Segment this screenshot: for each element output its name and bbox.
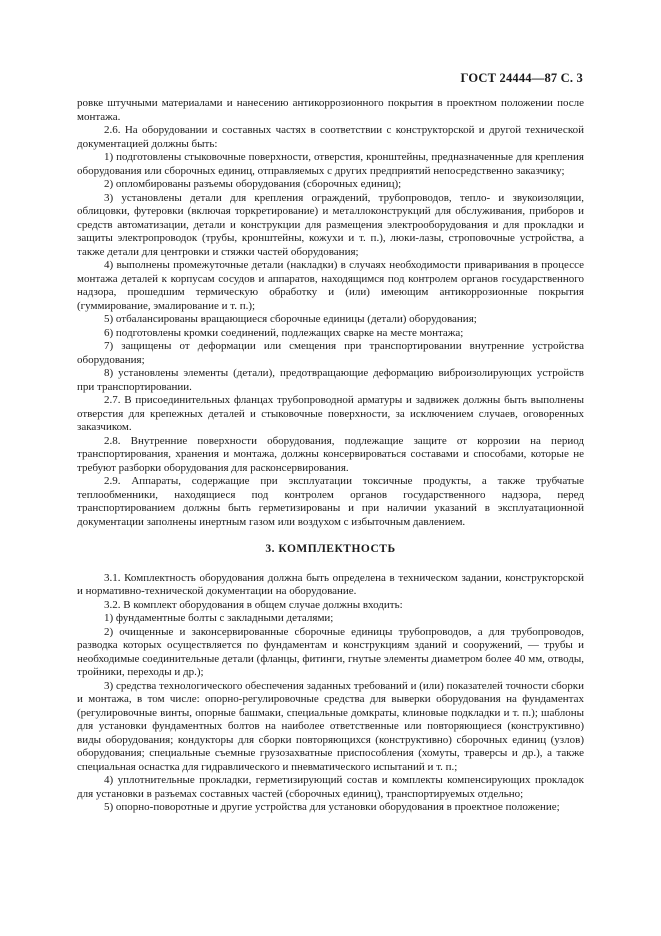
- section-heading: 3. КОМПЛЕКТНОСТЬ: [265, 543, 396, 555]
- paragraph: 2.7. В присоединительных фланцах трубопроводной арматуры и задвижек должны быть выполнены отверстия для крепежных деталей и стыковочные поверхности, за исключением случаев, оговоренных заказчиком.: [77, 394, 584, 433]
- paragraph: 3.2. В комплект оборудования в общем случае должны входить:: [104, 598, 403, 611]
- list-item: 7) защищены от деформации или смещения при транспортировании внутренние устройства оборудования;: [77, 340, 584, 366]
- list-item: 6) подготовлены кромки соединений, подлежащих сварке на месте монтажа;: [104, 326, 464, 339]
- paragraph: 3.1. Комплектность оборудования должна быть определена в техническом задании, конструкторской и нормативно-технической документации на оборудование.: [77, 571, 584, 597]
- paragraph: 2.9. Аппараты, содержащие при эксплуатации токсичные продукты, а также трубчатые теплообменники, находящиеся под контролем органов государственного надзора, перед транспортированием должны быть герметизированы и при наличии указаний в эксплуатационной документации заполнены инертным газом или воздухом с избыточным давлением.: [77, 475, 584, 528]
- list-item: 5) опорно-поворотные и другие устройства для установки оборудования в проектное положение;: [104, 801, 560, 813]
- paragraph: 2.6. На оборудовании и составных частях в соответствии с конструкторской и другой технической документацией должны быть:: [77, 124, 584, 150]
- list-item: 2) очищенные и законсервированные сборочные единицы трубопроводов, а для трубопроводов, разводка которых осуществляется по фундаментам и конструкциям зданий и сооружений, — трубы и необходимые соединительные детали (фланцы, фитинги, гнутые элементы диаметром более 40 мм, отводы, тройники, переходы и др.);: [77, 625, 584, 678]
- list-item: 1) фундаментные болты с закладными деталями;: [104, 612, 334, 624]
- list-item: 8) установлены элементы (детали), предотвращающие деформацию виброизолирующих устройств при транспортировании.: [77, 367, 584, 393]
- list-item: 4) выполнены промежуточные детали (накладки) в случаях необходимости приваривания в процессе монтажа деталей к корпусам сосудов и аппаратов, находящимся под контролем органов государственного надзора, прошедшим термическую обработку и (или) имеющим антикоррозионные покрытия (гуммирование, эмалирование и т. п.);: [77, 259, 584, 312]
- list-item: 1) подготовлены стыковочные поверхности, отверстия, кронштейны, предназначенные для крепления оборудования или сборочных единиц, отправляемых с других предприятий непосредственно заказчику;: [77, 151, 584, 177]
- page-header: ГОСТ 24444—87 С. 3: [460, 71, 583, 85]
- list-item: 4) уплотнительные прокладки, герметизирующий состав и комплекты компенсирующих прокладок для установки в разъемах составных частей (сборочных единиц), транспортируемых отдельно;: [77, 774, 584, 800]
- list-item: 2) опломбированы разъемы оборудования (сборочных единиц);: [104, 178, 402, 190]
- list-item: 5) отбалансированы вращающиеся сборочные единицы (детали) оборудования;: [104, 313, 477, 325]
- list-item: 3) средства технологического обеспечения заданных требований и (или) показателей точности сборки и монтажа, в том числе: опорно-регулировочные средства для выверки оборудования на фундаментах (регулировочные винты, опорные башмаки, специальные домкраты, клиновые подкладки и т. п.); шаблоны для установки фундаментных болтов на наиболее ответственные или повторяющиеся (конструктивно) виды оборудования; кондукторы для сборки повторяющихся (конструктивно) сборочных единиц (узлов) оборудования; специальные съемные грузозахватные приспособления (хомуты, траверсы и др.), а также специальная оснастка для гидравлического и пневматического испытаний и т. п.;: [77, 679, 584, 773]
- paragraph: ровке штучными материалами и нанесению антикоррозионного покрытия в проектном положении после монтажа.: [77, 97, 584, 123]
- paragraph: 2.8. Внутренние поверхности оборудования, подлежащие защите от коррозии на период транспортирования, хранения и монтажа, должны консервироваться составами и способами, которые не требуют разборки оборудования для расконсервирования.: [77, 434, 584, 474]
- list-item: 3) установлены детали для крепления ограждений, трубопроводов, тепло- и звукоизоляции, облицовки, футеровки (включая торкретирование) и металлоконструкций для обслуживания, приборов и средств автоматизации, детали и конструкции для размещения электрооборудования и для прокладки и защиты электропроводок (трубы, кронштейны, кожухи и т. п.), люки-лазы, строповочные устройства, а также детали для центровки и стяжки частей оборудования;: [77, 191, 584, 258]
- document-body: [77, 97, 584, 815]
